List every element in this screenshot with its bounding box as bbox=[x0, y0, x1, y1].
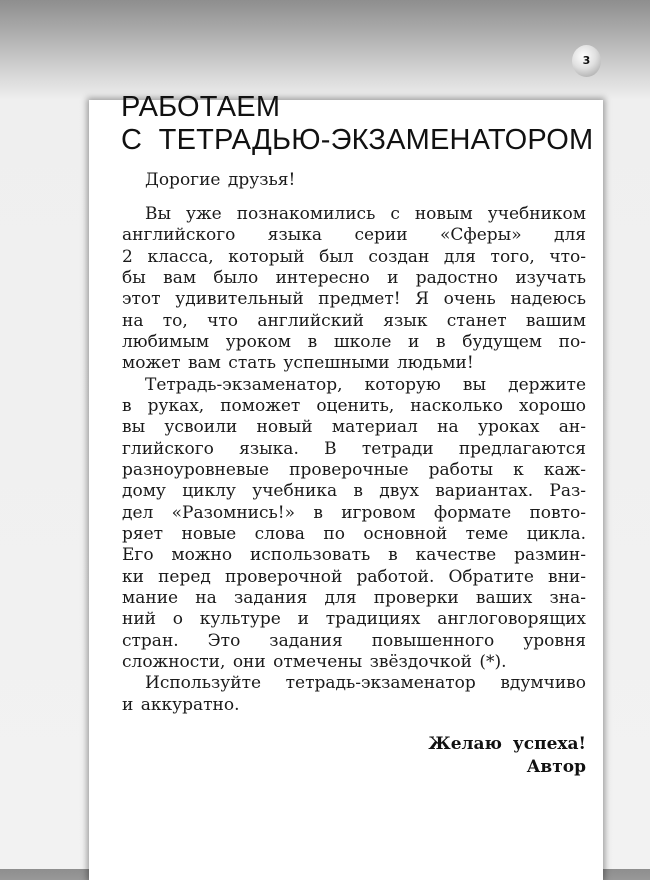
page-number: 3 bbox=[572, 45, 601, 77]
greeting: Дорогие друзья! bbox=[145, 170, 296, 190]
text-line: этот удивительный предмет! Я очень надеюсь bbox=[122, 289, 586, 310]
signature bbox=[428, 733, 586, 779]
text-line: Используйте тетрадь-экзаменатор вдумчиво bbox=[145, 673, 586, 694]
text-line: может вам стать успешными людьми! bbox=[122, 353, 474, 374]
title-line: РАБОТАЕМ bbox=[121, 91, 281, 123]
text-line: 2 класса, который был создан для того, что- bbox=[122, 246, 586, 267]
text-line: ки перед проверочной работой. Обратите вни- bbox=[122, 566, 586, 587]
text-line: на то, что английский язык станет вашим bbox=[122, 310, 586, 331]
page-title bbox=[121, 91, 593, 157]
text-line: и аккуратно. bbox=[122, 694, 240, 715]
text-line: стран. Это задания повышенного уровня bbox=[122, 630, 586, 651]
signature-wish: Желаю успеха! bbox=[428, 734, 586, 754]
text-line: мание на задания для проверки ваших зна- bbox=[122, 588, 586, 609]
text-line: глийского языка. В тетради предлагаются bbox=[122, 438, 586, 459]
text-line: дел «Разомнись!» в игровом формате повто- bbox=[122, 502, 586, 523]
text-line: сложности, они отмечены звёздочкой (*). bbox=[122, 652, 507, 673]
text-line: в руках, поможет оценить, насколько хорошо bbox=[122, 395, 586, 416]
text-line: вы усвоили новый материал на уроках ан- bbox=[122, 417, 586, 438]
body-text bbox=[122, 170, 586, 716]
title-line: С ТЕТРАДЬЮ-ЭКЗАМЕНАТОРОМ bbox=[121, 124, 594, 156]
text-line: ряет новые слова по основной теме цикла. bbox=[122, 524, 586, 544]
text-line: дому циклу учебника в двух вариантах. Раз- bbox=[122, 481, 586, 502]
text-line: бы вам было интересно и радостно изучать bbox=[122, 267, 586, 288]
signature-author: Автор bbox=[526, 757, 586, 777]
text-line: английского языка серии «Сферы» для bbox=[122, 225, 586, 246]
text-line: разноуровневые проверочные работы к каж- bbox=[122, 459, 586, 480]
text-line: ний о культуре и традициях англоговорящих bbox=[122, 609, 586, 630]
text-line: любимым уроком в школе и в будущем по- bbox=[122, 331, 586, 352]
text-line: Вы уже познакомились с новым учебником bbox=[145, 203, 586, 224]
text-line: Его можно использовать в качестве размин- bbox=[122, 545, 586, 566]
text-line: Тетрадь-экзаменатор, которую вы держите bbox=[145, 374, 586, 395]
